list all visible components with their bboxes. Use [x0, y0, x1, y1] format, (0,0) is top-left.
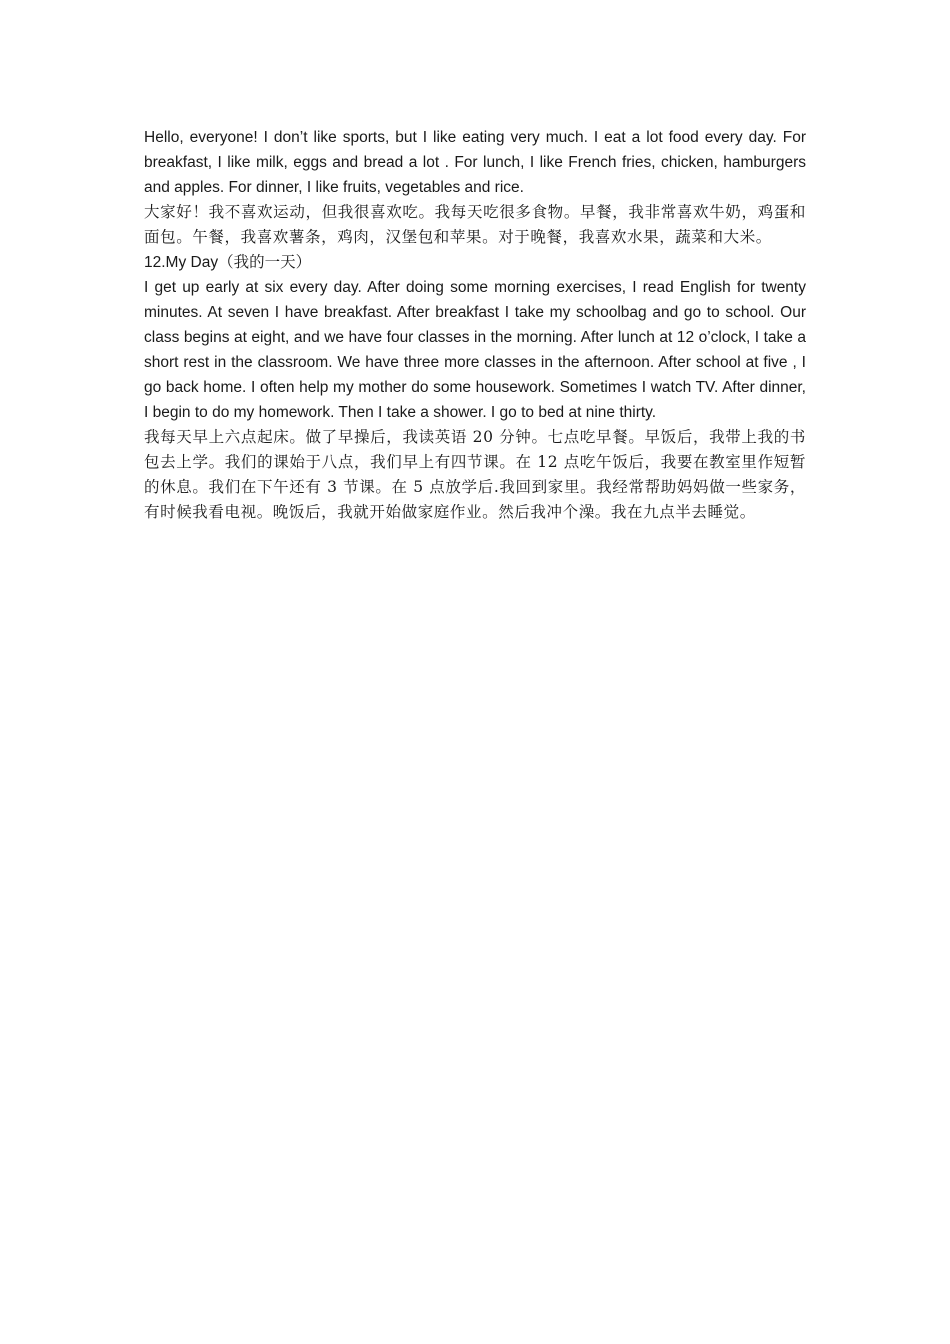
paragraph-english-2: I get up early at six every day. After doing some morning exercises, I read English for twenty minutes. At seven I have breakfast. After breakfast I take my schoolbag and go to school. Our class begins at eight, and we have four classes in the morning. After lunch at 12 o’clock, I take a short rest in the classroom. We have three more classes in the afternoon. After school at five , I go back home. I often help my mother do some housework. Sometimes I watch TV. After dinner, I begin to do my homework. Then I take a shower. I go to bed at nine thirty.: [144, 279, 806, 421]
paragraph-chinese-2: 我每天早上六点起床。做了早操后，我读英语 20 分钟。七点吃早餐。早饭后，我带上我的书包去上学。我们的课始于八点，我们早上有四节课。在 12 点吃午饭后，我要在教室里作短暂的休息。我们在下午还有 3 节课。在 5 点放学后.我回到家里。我经常帮助妈妈做一些家务，有时候我看电视。晚饭后，我就开始做家庭作业。然后我冲个澡。我在九点半去睡觉。: [144, 428, 806, 521]
section-heading: [144, 250, 806, 275]
document-body: [144, 125, 806, 525]
section-heading-english: 12.My Day: [144, 254, 219, 271]
paragraph-english-1: Hello, everyone! I don’t like sports, but I like eating very much. I eat a lot food every day. For breakfast, I like milk, eggs and bread a lot . For lunch, I like French fries, chicken, hamburgers and apples. For dinner, I like fruits, vegetables and rice.: [144, 129, 806, 196]
paragraph-chinese-1: 大家好！我不喜欢运动，但我很喜欢吃。我每天吃很多食物。早餐，我非常喜欢牛奶，鸡蛋和面包。午餐，我喜欢薯条，鸡肉，汉堡包和苹果。对于晚餐，我喜欢水果，蔬菜和大米。: [144, 203, 806, 246]
section-heading-chinese: （我的一天）: [218, 253, 312, 271]
